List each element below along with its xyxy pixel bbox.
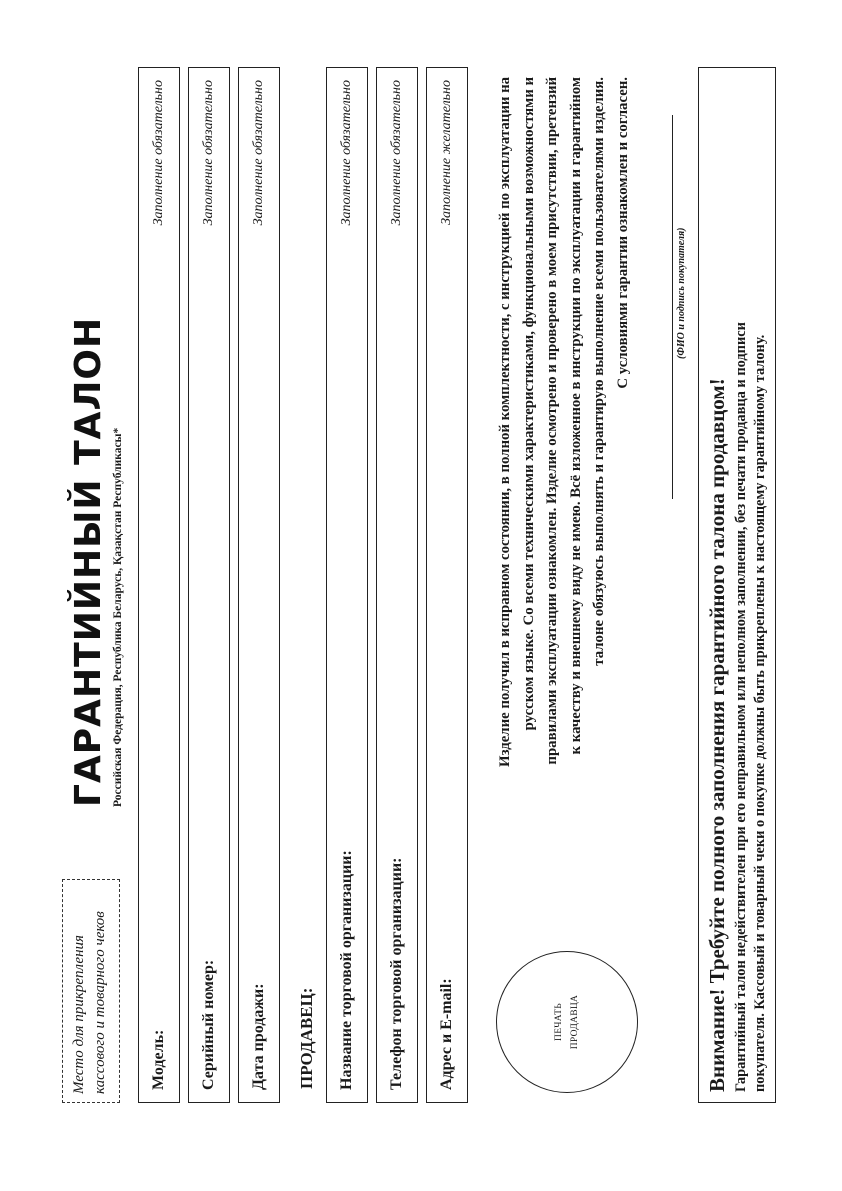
- agreement-line: русском языке. Со всеми техническими характеристиками, функциональными возможностями и: [520, 77, 537, 731]
- stamp-line1: ПЕЧАТЬ: [554, 1003, 564, 1041]
- store-phone-label: Телефон торговой организации:: [388, 857, 405, 1090]
- model-note: Заполнение обязательно: [151, 80, 166, 226]
- agreement-line: правилами эксплуатации ознакомлен. Изделие осмотрено и проверено в моем присутствии, претензий: [544, 77, 561, 765]
- serial-number-label: Серийный номер:: [200, 959, 217, 1090]
- sale-date-label: Дата продажи:: [250, 983, 267, 1090]
- store-name-label: Название торговой организации:: [338, 850, 355, 1090]
- buyer-signature-line[interactable]: [672, 115, 673, 499]
- sale-date-field[interactable]: [238, 67, 280, 1103]
- store-name-field[interactable]: [326, 67, 368, 1103]
- seller-stamp-circle: [496, 951, 638, 1093]
- address-email-label: Адрес и E-mail:: [438, 978, 455, 1090]
- warning-title: Внимание! Требуйте полного заполнения гарантийного талона продавцом!: [705, 378, 729, 1092]
- agreement-line: С условиями гарантии ознакомлен и согласен.: [614, 77, 631, 389]
- seller-heading: ПРОДАВЕЦ:: [297, 987, 316, 1089]
- agreement-line: к качеству и внешнему виду не имею. Всё изложенное в инструкции по эксплуатации и гарантийном: [567, 77, 584, 755]
- agreement-line: Изделие получил в исправном состоянии, в полной комплектности, с инструкцией по эксплуатации на: [497, 77, 513, 767]
- receipt-note-line1: Место для прикрепления: [71, 935, 87, 1094]
- receipt-attachment-area: [62, 879, 120, 1103]
- model-field[interactable]: [138, 67, 180, 1103]
- store-name-note: Заполнение обязательно: [339, 80, 354, 226]
- serial-number-field[interactable]: [188, 67, 230, 1103]
- store-phone-note: Заполнение обязательно: [389, 80, 404, 226]
- warning-line1: Гарантийный талон недействителен при его неправильном или неполном заполнении, без печати продавца и подписи: [733, 322, 749, 1092]
- agreement-line: талоне обязуюсь выполнять и гарантирую выполнение всеми пользователями изделия.: [591, 77, 608, 666]
- store-phone-field[interactable]: [376, 67, 418, 1103]
- model-label: Модель:: [150, 1029, 167, 1090]
- receipt-note-line2: кассового и товарного чеков: [92, 911, 108, 1094]
- sale-date-note: Заполнение обязательно: [251, 80, 266, 226]
- warning-line2: покупателя. Кассовый и товарный чеки о покупке должны быть прикреплены к настоящему гарантийному талону.: [752, 334, 768, 1092]
- address-email-field[interactable]: [426, 67, 468, 1103]
- address-email-note: Заполнение желательно: [439, 80, 454, 225]
- warning-box: [698, 67, 776, 1103]
- page-subtitle: Российская Федерация, Республика Беларусь, Қазақстан Республикасы*: [112, 427, 124, 807]
- page-title: ГАРАНТИЙНЫЙ ТАЛОН: [68, 316, 109, 807]
- buyer-agreement-text: [494, 77, 636, 891]
- serial-number-note: Заполнение обязательно: [201, 80, 216, 226]
- signature-caption: (ФИО и подпись покупателя): [676, 227, 687, 359]
- stamp-line2: ПРОДАВЦА: [570, 994, 580, 1050]
